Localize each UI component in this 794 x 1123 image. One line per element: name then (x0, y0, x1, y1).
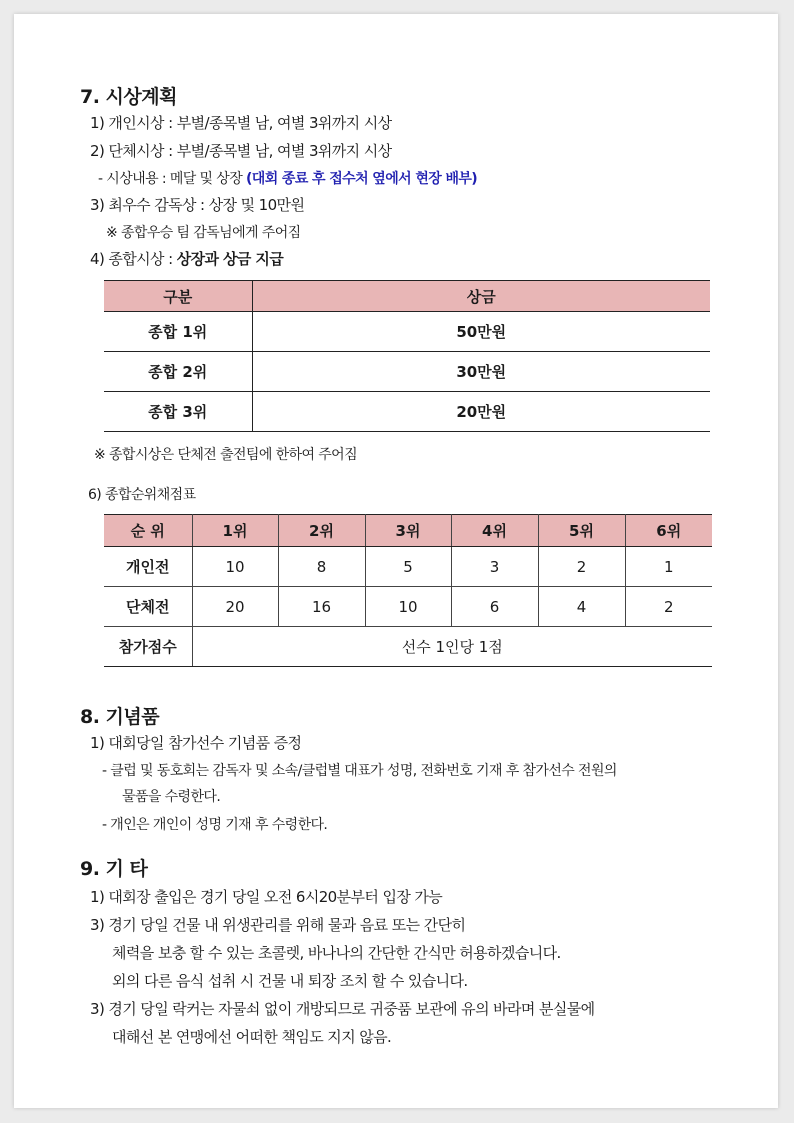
table-row (104, 392, 710, 432)
participation-label: 참가점수 (104, 627, 192, 667)
score-table (104, 514, 712, 667)
score-row-label: 단체전 (104, 587, 192, 627)
participation-value: 선수 1인당 1점 (192, 627, 712, 667)
souvenir-item: 1) 대회당일 참가선수 기념품 증정 (90, 734, 302, 752)
score-header-2nd: 2위 (278, 515, 365, 547)
prize-table (104, 280, 710, 432)
food-policy-line-1: 3) 경기 당일 건물 내 위생관리를 위해 물과 음료 또는 간단히 (90, 916, 466, 934)
locker-policy-line-1: 3) 경기 당일 락커는 자물쇠 없이 개방되므로 귀중품 보관에 유의 바라며 분실물에 (90, 1000, 595, 1018)
prize-header-category: 구분 (104, 281, 252, 312)
document-page (14, 14, 778, 1108)
score-header-1st: 1위 (192, 515, 278, 547)
team-award-item: 2) 단체시상 : 부별/종목별 남, 여별 3위까지 시상 (90, 142, 392, 160)
table-row (104, 312, 710, 352)
award-content-text: - 시상내용 : 메달 및 상장 (98, 171, 243, 187)
score-cell: 10 (365, 587, 451, 627)
prize-rank-cell: 종합 1위 (104, 312, 252, 352)
score-cell: 2 (625, 587, 712, 627)
award-content-line (98, 168, 477, 188)
prize-amount-cell: 50만원 (252, 312, 710, 352)
best-coach-note: ※ 종합우승 팀 감독님에게 주어짐 (106, 225, 301, 241)
score-header-4th: 4위 (451, 515, 538, 547)
prize-amount-cell: 30만원 (252, 352, 710, 392)
score-cell: 20 (192, 587, 278, 627)
score-row-label: 개인전 (104, 547, 192, 587)
souvenir-club-line-1: - 클럽 및 동호회는 감독자 및 소속/클럽별 대표가 성명, 전화번호 기재 후 참가선수 전원의 (102, 763, 617, 779)
score-cell: 8 (278, 547, 365, 587)
score-table-title: 6) 종합순위채점표 (88, 487, 196, 503)
food-policy-line-2: 체력을 보충 할 수 있는 초콜렛, 바나나의 간단한 간식만 허용하겠습니다. (112, 944, 561, 962)
prize-note: ※ 종합시상은 단체전 출전팀에 한하여 주어짐 (94, 447, 358, 463)
section-9-title: 9. 기 타 (80, 858, 148, 880)
score-table-header-row (104, 515, 712, 547)
food-policy-line-3: 외의 다른 음식 섭취 시 건물 내 퇴장 조치 할 수 있습니다. (112, 972, 468, 990)
prize-rank-cell: 종합 3위 (104, 392, 252, 432)
score-cell: 1 (625, 547, 712, 587)
score-cell: 6 (451, 587, 538, 627)
locker-policy-line-2: 대해선 본 연맹에선 어떠한 책임도 지지 않음. (112, 1028, 392, 1046)
score-cell: 2 (538, 547, 625, 587)
souvenir-individual-line: - 개인은 개인이 성명 기재 후 수령한다. (102, 817, 328, 833)
best-coach-award-item: 3) 최우수 감독상 : 상장 및 10만원 (90, 196, 305, 214)
section-7-title: 7. 시상계획 (80, 86, 177, 108)
score-cell: 10 (192, 547, 278, 587)
table-row (104, 352, 710, 392)
score-cell: 5 (365, 547, 451, 587)
prize-header-amount: 상금 (252, 281, 710, 312)
prize-rank-cell: 종합 2위 (104, 352, 252, 392)
table-row (104, 547, 712, 587)
section-8-title: 8. 기념품 (80, 706, 160, 728)
score-cell: 16 (278, 587, 365, 627)
score-header-6th: 6위 (625, 515, 712, 547)
overall-award-bold: 상장과 상금 지급 (176, 250, 284, 268)
score-cell: 4 (538, 587, 625, 627)
prize-table-header-row (104, 281, 710, 312)
score-cell: 3 (451, 547, 538, 587)
overall-award-label: 4) 종합시상 : (90, 250, 173, 268)
score-header-rank: 순 위 (104, 515, 192, 547)
overall-award-item (90, 248, 283, 269)
table-row (104, 627, 712, 667)
award-content-highlight: (대회 종료 후 접수처 옆에서 현장 배부) (246, 171, 478, 187)
prize-amount-cell: 20만원 (252, 392, 710, 432)
score-header-5th: 5위 (538, 515, 625, 547)
souvenir-club-line-2: 물품을 수령한다. (122, 789, 221, 805)
score-header-3rd: 3위 (365, 515, 451, 547)
entry-time-item: 1) 대회장 출입은 경기 당일 오전 6시20분부터 입장 가능 (90, 888, 443, 906)
table-row (104, 587, 712, 627)
individual-award-item: 1) 개인시상 : 부별/종목별 남, 여별 3위까지 시상 (90, 114, 392, 132)
